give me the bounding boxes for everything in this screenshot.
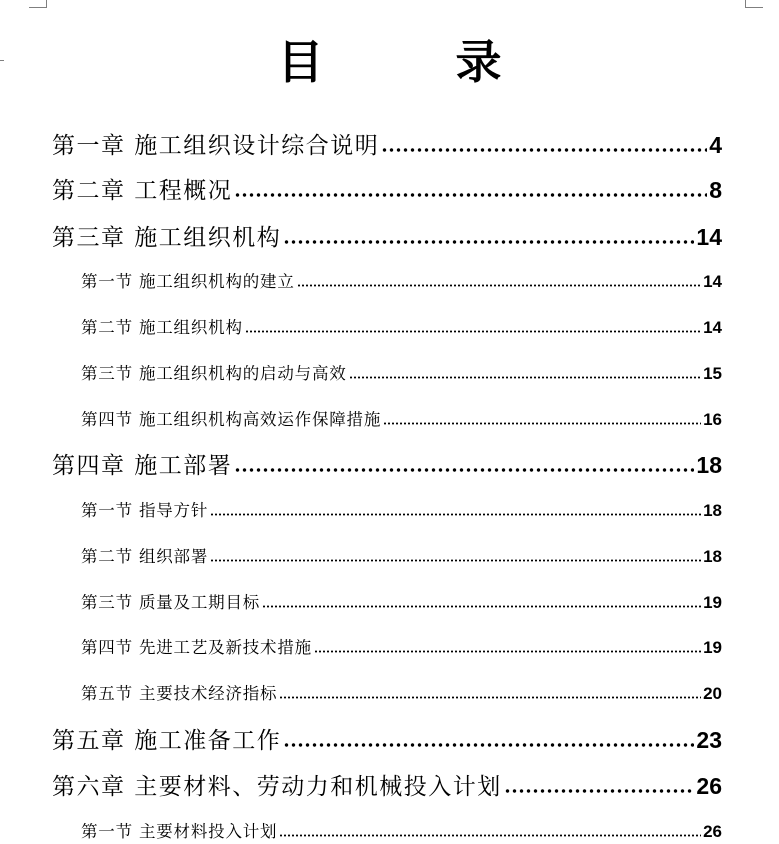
page-title: 目 录 [277, 35, 560, 89]
toc-entry-label: 第三节 质量及工期目标 [81, 593, 261, 612]
toc-entry-label: 第二章 工程概况 [52, 178, 233, 204]
crop-mark-top-right [745, 0, 763, 8]
toc-page-number: 18 [703, 501, 722, 520]
dot-leader [279, 696, 701, 699]
toc-page-number: 18 [703, 547, 722, 566]
toc-page-number: 19 [703, 638, 722, 657]
toc-entry-section-3-2[interactable] [81, 314, 722, 338]
toc-entry-label: 第二节 施工组织机构 [81, 318, 243, 337]
toc-entry-label: 第四节 先进工艺及新技术措施 [81, 638, 312, 657]
toc-page-number: 14 [703, 318, 722, 337]
toc-page-number: 26 [703, 822, 722, 841]
toc-entry-label: 第六章 主要材料、劳动力和机械投入计划 [52, 774, 502, 800]
toc-entry-label: 第一节 主要材料投入计划 [81, 822, 278, 841]
toc-page-number: 4 [709, 132, 722, 158]
toc-entry-label: 第四节 施工组织机构高效运作保障措施 [81, 410, 382, 429]
toc-entry-label: 第一节 施工组织机构的建立 [81, 272, 295, 291]
toc-entry-chapter-4[interactable] [52, 447, 722, 479]
crop-mark-top-left [29, 0, 47, 8]
toc-entry-section-4-2[interactable] [81, 543, 722, 567]
toc-entry-label: 第三章 施工组织机构 [52, 225, 282, 251]
toc-entry-section-3-3[interactable] [81, 360, 722, 384]
toc-entry-label: 第二节 组织部署 [81, 547, 209, 566]
toc-entry-chapter-1[interactable] [52, 127, 722, 159]
toc-entry-section-6-1[interactable] [81, 818, 722, 842]
toc-entry-chapter-2[interactable] [52, 172, 722, 204]
toc-entry-section-4-4[interactable] [81, 634, 722, 658]
toc-page-number: 26 [696, 773, 722, 799]
toc-entry-section-3-1[interactable] [81, 268, 722, 292]
toc-entry-label: 第一节 指导方针 [81, 501, 209, 520]
dot-leader [279, 834, 701, 837]
dot-leader [349, 376, 702, 379]
dot-leader [234, 468, 694, 472]
dot-leader [210, 559, 701, 562]
toc-page-number: 14 [703, 272, 722, 291]
toc-entry-label: 第五节 主要技术经济指标 [81, 684, 278, 703]
dot-leader [383, 422, 701, 425]
toc-entry-chapter-3[interactable] [52, 219, 722, 251]
toc-page-number: 8 [709, 177, 722, 203]
dot-leader [283, 240, 694, 244]
toc-entry-section-4-1[interactable] [81, 497, 722, 521]
dot-leader [314, 650, 701, 653]
toc-entry-label: 第一章 施工组织设计综合说明 [52, 133, 380, 159]
toc-page-number: 23 [696, 727, 722, 753]
toc-page-number: 14 [696, 224, 722, 250]
toc-page-number: 20 [703, 684, 722, 703]
dot-leader [504, 789, 695, 793]
toc-entry-chapter-6[interactable] [52, 768, 722, 800]
dot-leader [283, 743, 694, 747]
toc-page-number: 16 [703, 410, 722, 429]
toc-page-number: 19 [703, 593, 722, 612]
toc-entry-label: 第四章 施工部署 [52, 453, 233, 479]
toc-entry-label: 第三节 施工组织机构的启动与高效 [81, 364, 347, 383]
dot-leader [381, 148, 707, 152]
toc-page-number: 18 [696, 452, 722, 478]
toc-entry-section-3-4[interactable] [81, 406, 722, 430]
dot-leader [245, 330, 701, 333]
toc-page-number: 15 [703, 364, 722, 383]
dot-leader [297, 284, 701, 287]
dot-leader [210, 513, 701, 516]
toc-entry-section-4-5[interactable] [81, 680, 722, 704]
toc-entry-label: 第五章 施工准备工作 [52, 728, 282, 754]
toc-entry-chapter-5[interactable] [52, 722, 722, 754]
dot-leader [262, 605, 701, 608]
toc-entry-section-4-3[interactable] [81, 589, 722, 613]
dot-leader [234, 193, 707, 197]
